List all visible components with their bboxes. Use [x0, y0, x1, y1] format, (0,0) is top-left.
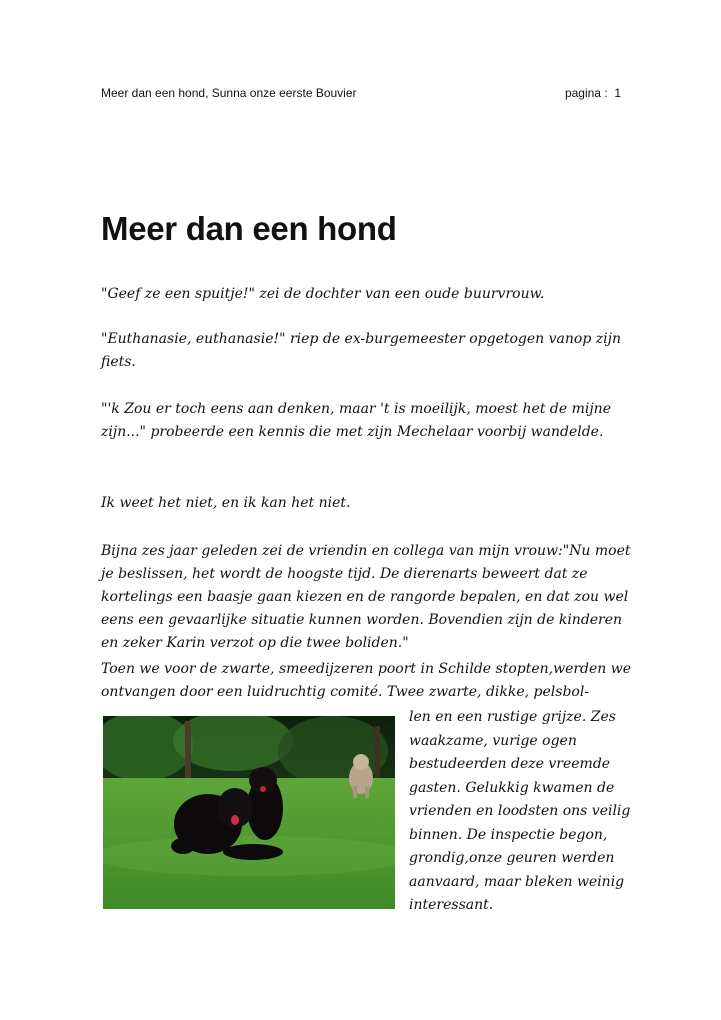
paragraph-1: "Geef ze een spuitje!" zei de dochter van een oude buurvrouw.: [101, 286, 545, 302]
paragraph-2: "Euthanasie, euthanasie!" riep de ex-burgemeester opgetogen vanop zijn fiets.: [101, 331, 621, 370]
paragraph-3: "'k Zou er toch eens aan denken, maar 't is moeilijk, moest het de mijne zijn..." probeerde een kennis die met zijn Mechelaar voorbij wandelde.: [101, 401, 611, 440]
paragraph-4: Ik weet het niet, en ik kan het niet.: [101, 495, 351, 511]
paragraph-side-text: len en een rustige grijze. Zes waakzame, vurige ogen bestudeerden deze vreemde gasten. Gelukkig kwamen de vrienden en loodsten ons veilig binnen. De inspectie begon, grondig,onze geuren werden aanvaard, maar bleken weinig interessant.: [409, 709, 631, 913]
page-number: 1: [614, 86, 621, 100]
page-title: Meer dan een hond: [101, 210, 397, 247]
page-label: pagina :: [564, 86, 608, 100]
dogs-photo-image: [103, 716, 395, 909]
page-indicator: [565, 86, 621, 100]
dogs-photo: [103, 716, 395, 909]
paragraph-6: Toen we voor de zwarte, smeedijzeren poort in Schilde stopten,werden we ontvangen door een luidruchtig comité. Twee zwarte, dikke, pelsbol-: [101, 661, 632, 700]
header-doc-title: Meer dan een hond, Sunna onze eerste Bouvier: [101, 86, 357, 100]
paragraph-5: Bijna zes jaar geleden zei de vriendin en collega van mijn vrouw:"Nu moet je beslissen, het wordt de hoogste tijd. De dierenarts beweert dat ze kortelings een baasje gaan kiezen en de rangorde bepalen, en dat zou wel eens een gevaarlijke situatie kunnen worden. Bovendien zijn de kinderen en zeker Karin verzot op die twee boliden.": [101, 543, 631, 651]
page-header: [101, 86, 621, 100]
